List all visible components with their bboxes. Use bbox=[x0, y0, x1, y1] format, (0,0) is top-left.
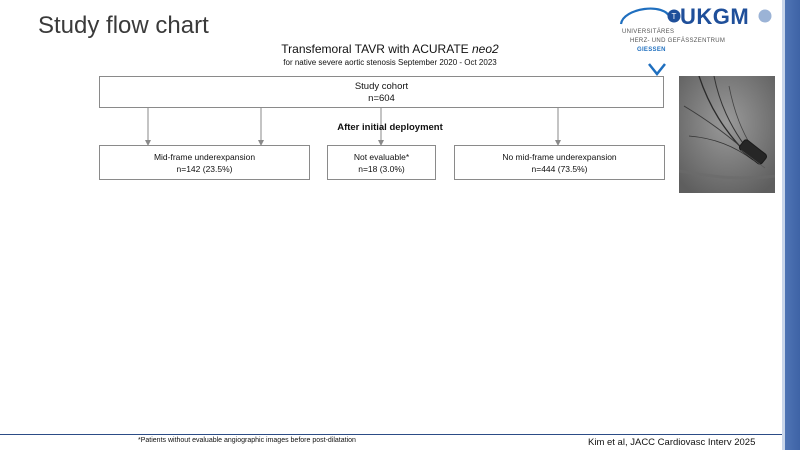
group-label: No mid-frame underexpansion bbox=[502, 152, 617, 162]
slide-title: Study flow chart bbox=[38, 12, 209, 39]
step-label: After initial deployment bbox=[337, 122, 443, 133]
svg-text:T: T bbox=[671, 12, 677, 21]
group-count: n=18 (3.0%) bbox=[358, 164, 405, 174]
logo-brand-text: UKGM bbox=[680, 4, 750, 29]
logo-line-1: UNIVERSITÄRES bbox=[622, 29, 675, 35]
angiography-image bbox=[679, 76, 775, 193]
cohort-box bbox=[99, 76, 664, 108]
cohort-label: Study cohort bbox=[354, 81, 409, 92]
flowchart-title-italic: neo2 bbox=[472, 42, 499, 56]
side-accent-bar bbox=[782, 0, 800, 450]
group-label: Not evaluable* bbox=[353, 152, 410, 162]
cohort-count: n=604 bbox=[368, 93, 395, 104]
group-count: n=444 (73.5%) bbox=[531, 164, 588, 174]
logo-line-3: GIESSEN bbox=[637, 47, 666, 53]
citation: Kim et al, JACC Cardiovasc Interv 2025 bbox=[588, 437, 756, 448]
group-label: Mid-frame underexpansion bbox=[153, 152, 256, 162]
logo-line-2: HERZ- UND GEFÄSSZENTRUM bbox=[630, 38, 726, 44]
group-box-no-mid-frame-underexpansion bbox=[454, 145, 665, 180]
group-box-not-evaluable bbox=[327, 145, 436, 180]
footer-divider bbox=[0, 434, 782, 435]
flowchart-subtitle: for native severe aortic stenosis September 2020 - Oct 2023 bbox=[283, 58, 497, 67]
group-count: n=142 (23.5%) bbox=[176, 164, 233, 174]
flowchart-title-prefix: Transfemoral TAVR with ACURATE bbox=[281, 42, 472, 56]
footnote: *Patients without evaluable angiographic images before post-dilatation bbox=[138, 437, 356, 444]
group-box-mid-frame-underexpansion bbox=[99, 145, 310, 180]
